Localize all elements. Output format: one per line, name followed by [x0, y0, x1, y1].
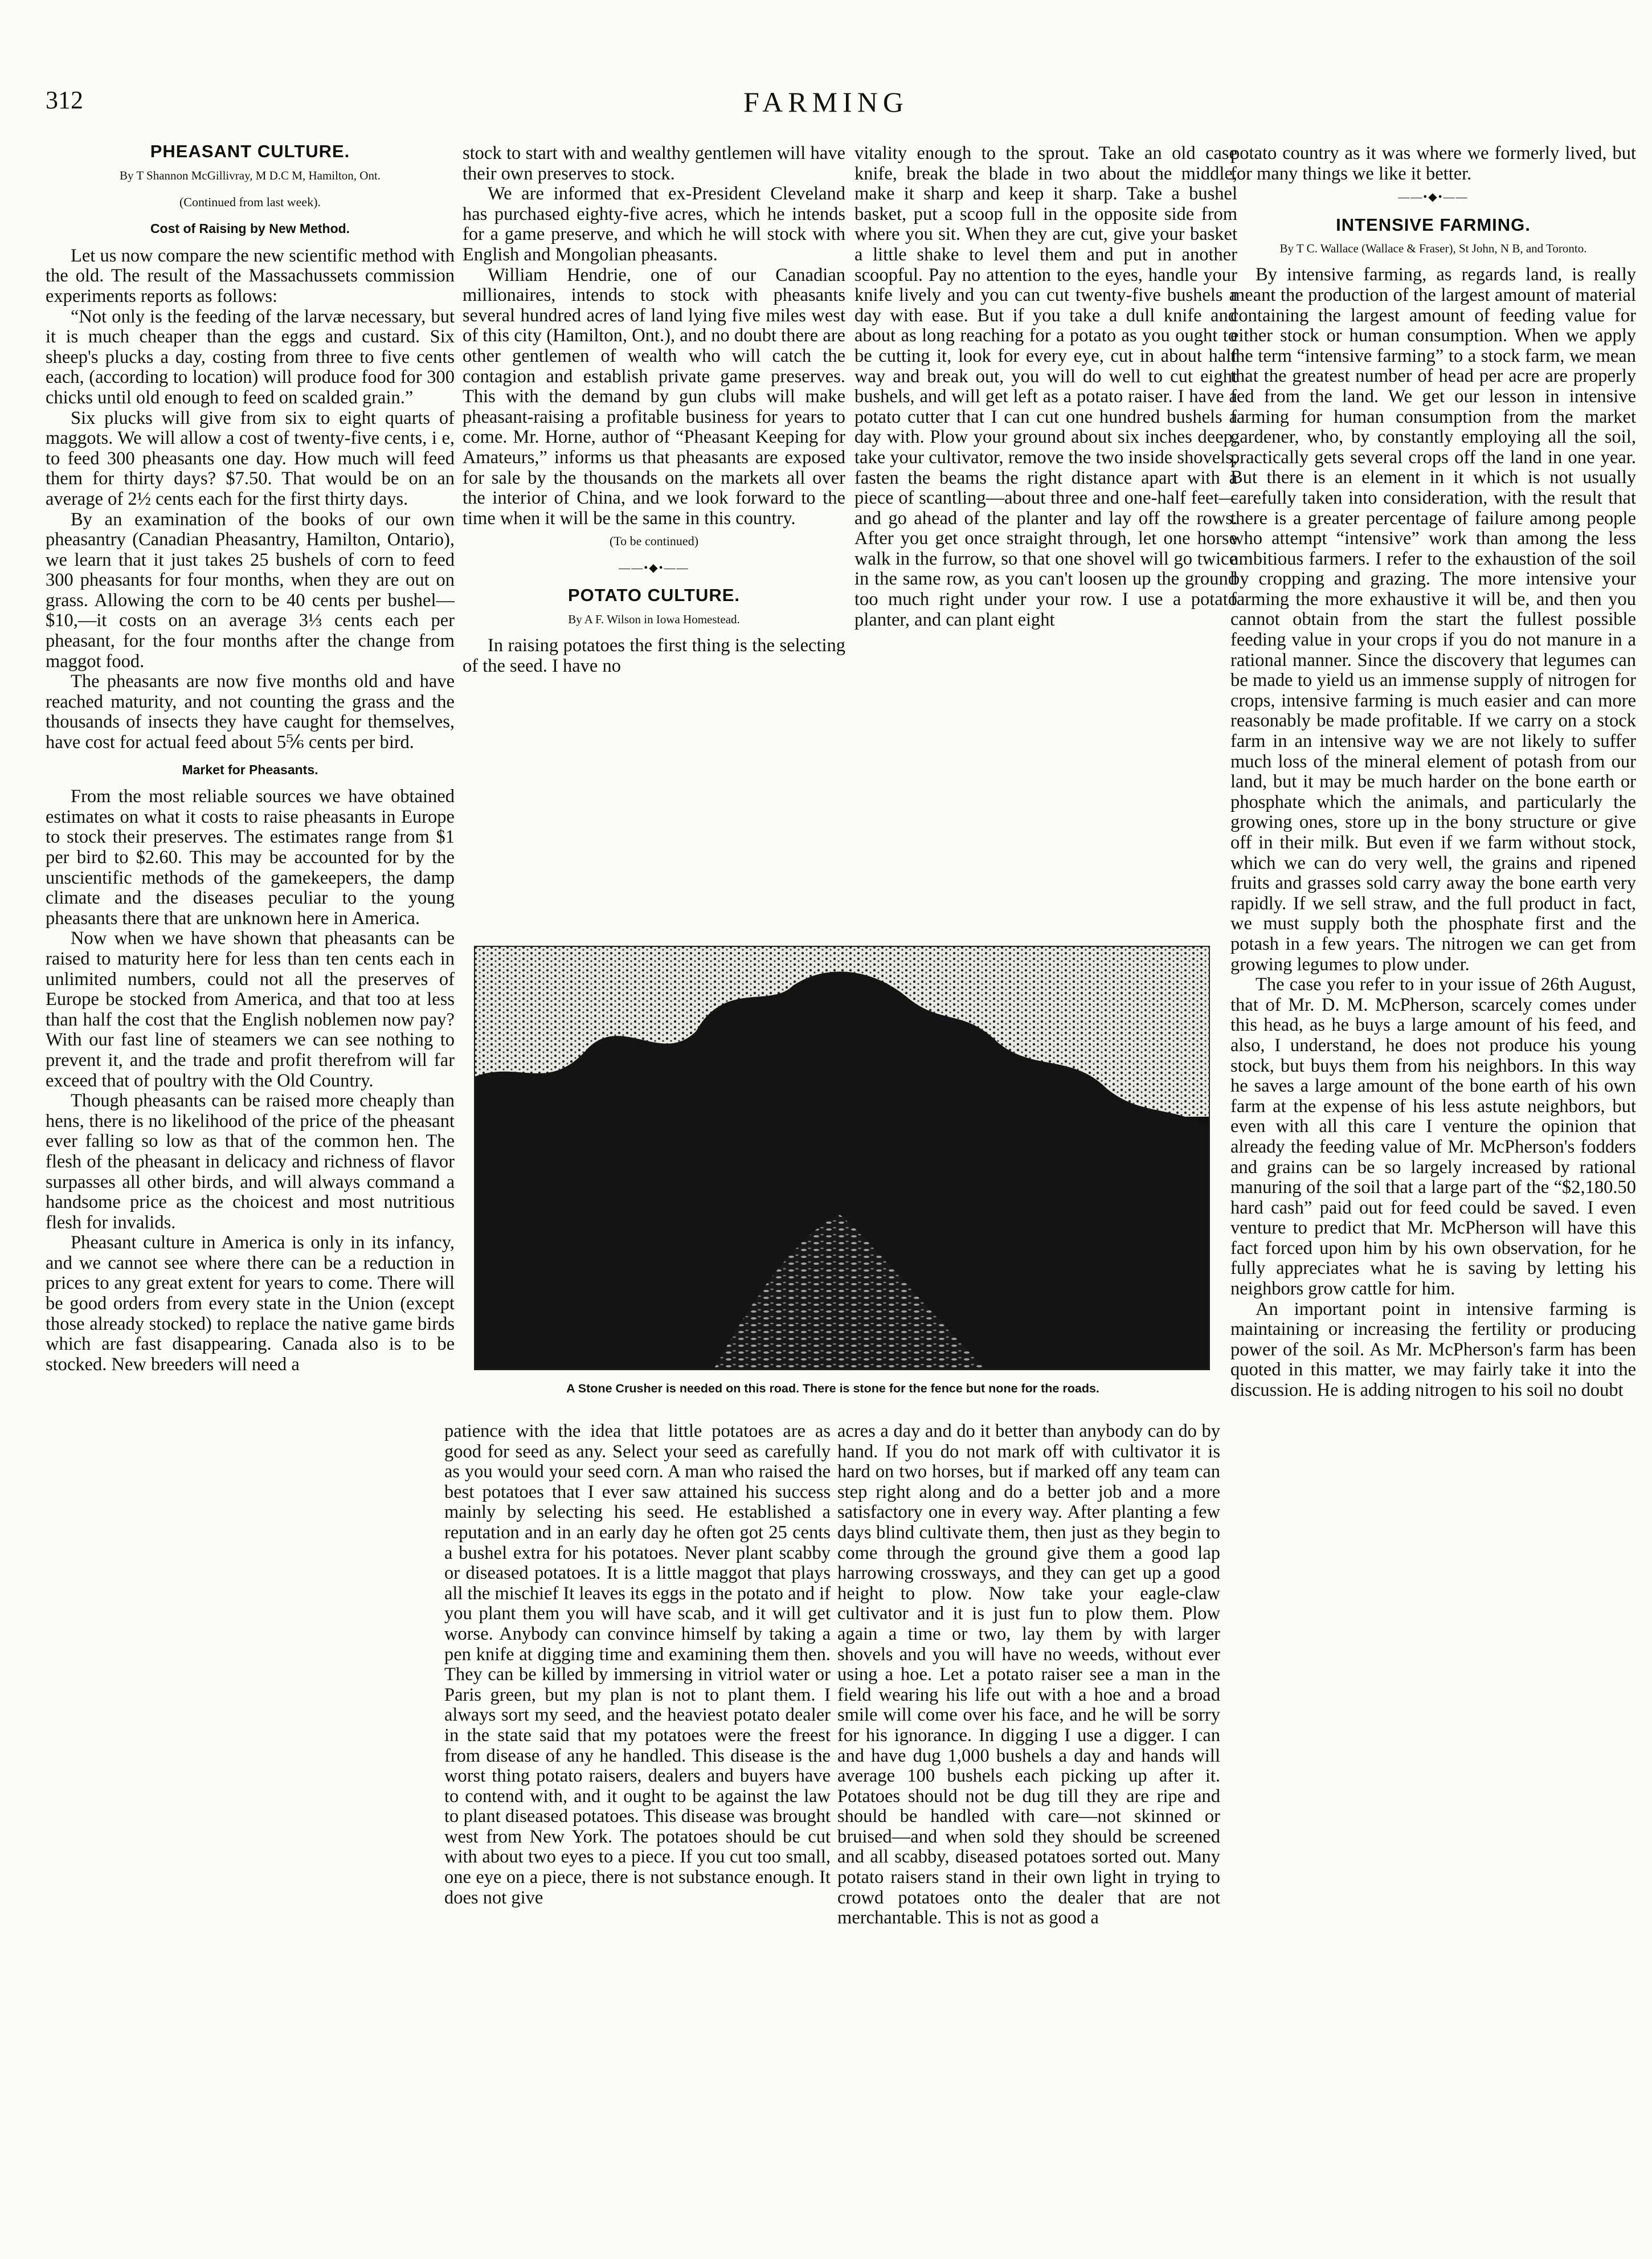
byline: By A F. Wilson in Iowa Homestead. [568, 612, 740, 627]
paragraph: Though pheasants can be raised more cheaply than hens, there is no likelihood of the price of the pheasant ever falling so low as that of the common hen. The flesh of the pheasant in delicacy and richness of flavor surpasses all other birds, and will always command a handsome price as the choicest and most nutritious flesh for invalids. [46, 1090, 455, 1233]
subheading-cost: Cost of Raising by New Method. [150, 221, 350, 236]
photo-caption: A Stone Crusher is needed on this road. There is stone for the fence but none for the roads. [566, 1382, 1099, 1395]
section-divider: ——•◆•—— [1398, 191, 1469, 204]
road-photograph [474, 946, 1210, 1370]
paragraph: An important point in intensive farming is maintaining or increasing the fertility or producing power of the soil. As Mr. McPherson's farm has been quoted in this matter, we may fairly take it into the discussion. He is adding nitrogen to his soil no doubt [1230, 1298, 1636, 1401]
paragraph: potato country as it was where we formerly lived, but for many things we like it better. [1230, 143, 1636, 184]
paragraph: patience with the idea that little potatoes are as good for seed as any. Select your seed as carefully as you would your seed corn. A man who raised the best potatoes that I ever saw attained his success mainly by selecting his seed. He established a reputation and in an early day he often got 25 cents a bushel extra for his potatoes. Never plant scabby or diseased potatoes. It is a little maggot that plays all the mischief It leaves its eggs in the potato and if you plant them you will have scab, and it will get worse. Anybody can convince himself by taking a pen knife at digging time and examining them then. They can be killed by immersing in vitriol water or Paris green, but my plan is not to plant them. I always sort my seed, and the heaviest potato dealer in the state said that my potatoes were the freest from disease of any he handled. This disease is the worst thing potato raisers, dealers and buyers have to contend with, and it ought to be against the law to plant diseased potatoes. This disease was brought west from New York. The potatoes should be cut with about two eyes to a piece. If you cut too small, one eye on a piece, there is not substance enough. It does not give [444, 1421, 831, 1908]
column-1 [46, 141, 455, 1375]
column-4 [1230, 144, 1636, 1401]
paragraph: The pheasants are now five months old and have reached maturity, and not counting the grass and the thousands of insects they have caught for themselves, have cost for actual feed about 5⅚ cents per bird. [46, 671, 455, 753]
page-number: 312 [46, 86, 83, 114]
paragraph: The case you refer to in your issue of 26th August, that of Mr. D. M. McPherson, scarcely comes under this head, as he buys a large amount of his feed, and also, I understand, he does not produce his young stock, but buys them from his neighbors. In this way he saves a large amount of the bone earth of his own farm at the expense of his less astute neighbors, but even with all this care I venture the opinion that already the feeding value of Mr. McPherson's fodders and grains can be so largely increased by rational manuring of the soil that a large part of the “$2,180.50 hard cash” paid out for feed could be saved. I even venture to predict that Mr. McPherson will have this fact forced upon him by his own observation, for he fully appreciates what he is saving by letting his neighbors grow cattle for him. [1230, 974, 1636, 1300]
running-head: FARMING [743, 86, 909, 118]
article-title-potato: POTATO CULTURE. [567, 585, 741, 606]
paragraph: Six plucks will give from six to eight quarts of maggots. We will allow a cost of twenty-five cents, i e, to feed 300 pheasants one day. How much will feed them for thirty days? $7.50. That would be on an average of 2½ cents each for the first thirty days. [46, 407, 455, 509]
paragraph: Pheasant culture in America is only in its infancy, and we cannot see where there can be a reduction in prices to any great extent for years to come. There will be good orders from every state in the Union (except those already stocked) to replace the native game birds which are fast disappearing. Canada also is to be stocked. New breeders will need a [46, 1232, 455, 1375]
paragraph: William Hendrie, one of our Canadian millionaires, intends to stock with pheasants several hundred acres of land lying five miles west of this city (Hamilton, Ont.), and no doubt there are other gentlemen of wealth who will catch the contagion and establish private game preserves. This with the demand by gun clubs will make pheasant-raising a profitable business for years to come. Mr. Horne, author of “Pheasant Keeping for Amateurs,” informs us that pheasants are exposed for sale by the thousands on the markets all over the interior of China, and we look forward to the time when it will be the same in this country. [463, 264, 845, 529]
byline: By T C. Wallace (Wallace & Fraser), St John, N B, and Toronto. [1279, 242, 1587, 256]
continued-note: (Continued from last week). [179, 194, 321, 209]
paragraph: acres a day and do it better than anybody can do by hand. If you do not mark off with cultivator it is hard on two horses, but if marked off any team can step right along and do a better job and a more satisfactory one in every way. After planting a few days blind cultivate them, then just as they begin to come through the ground give them a good lap harrowing crossways, and they can get up a good height to plow. Now take your eagle-claw cultivator and it is just fun to plow them. Plow again a time or two, lay them by with larger shovels and you will have no weeds, without ever using a hoe. Let a potato raiser see a man in the field wearing his life out with a hoe and a broad smile will come over his face, and he will be sorry for his ignorance. In digging I use a digger. I can and have dug 1,000 bushels a day and hands will average 100 bushels each picking up after it. Potatoes should not be dug till they are ripe and should be handled with care—not skinned or bruised—and when sold they should be screened and all scabby, diseased potatoes sorted out. Many potato raisers stand in their own light in trying to crowd potatoes onto the dealer that are not merchantable. This is not as good a [837, 1421, 1220, 1929]
paragraph: We are informed that ex-President Cleveland has purchased eighty-five acres, which he intends for a game preserve, and which he will stock with English and Mongolian pheasants. [463, 183, 845, 265]
paragraph: “Not only is the feeding of the larvæ necessary, but it is much cheaper than the eggs and custard. Six sheep's plucks a day, costing from three to five cents each, (according to location) will produce food for 300 chicks until old enough to feed on scalded grain.” [46, 306, 455, 408]
article-title-intensive: INTENSIVE FARMING. [1336, 214, 1531, 235]
subheading-market: Market for Pheasants. [182, 762, 318, 777]
road-scene-image [474, 946, 1210, 1370]
paragraph: By intensive farming, as regards land, is really meant the production of the largest amount of material containing the largest amount of feeding value for either stock or human consumption. When we apply the term “intensive farming” to a stock farm, we mean that the greatest number of head per acre are properly fed from the land. We get our lesson in intensive farming for human consumption from the market gardener, who, by constantly employing all the soil, practically gets several crops off the land in one year. But there is an element in it which is not usually carefully taken into consideration, with the result that there is a greater percentage of failure among people who attempt “intensive” work than among the less ambitious farmers. I refer to the exhaustion of the soil by cropping and grazing. The more intensive your farming the more exhaustive it will be, and then you cannot obtain from the start the fullest possible feeding value in your crops if you do not manure in a rational manner. Since the discovery that legumes can be made to yield us an immense supply of nitrogen for crops, intensive farming is much easier and can more reasonably be made profitable. If we carry on a stock farm in an intensive way we are not likely to suffer much loss of the mineral element of potash from our land, but it may be much harder on the bone earth or phosphate which the animals, and particularly the growing ones, store up in the bony structure or give off in their milk. But even if we farm without stock, which we can do very well, the grains and ripened fruits and grasses sold carry away the bone earth very rapidly. If we sell straw, and the full product in fact, we must supply both the phosphate first and the potash in a few years. The nitrogen we can get from growing legumes to plow under. [1230, 264, 1636, 975]
column-2-top [463, 144, 845, 676]
column-3-top [854, 144, 1237, 630]
paragraph: Let us now compare the new scientific method with the old. The result of the Massachussets commission experiments reports as follows: [46, 245, 455, 307]
article-title-pheasant: PHEASANT CULTURE. [150, 141, 350, 161]
paragraph: From the most reliable sources we have obtained estimates on what it costs to raise pheasants in Europe to stock their preserves. The estimates range from $1 per bird to $2.60. This may be accounted for by the unscientific methods of the gamekeepers, the damp climate and the diseases peculiar to the young pheasants there that are unknown here in America. [46, 786, 455, 929]
paragraph: stock to start with and wealthy gentlemen will have their own preserves to stock. [463, 143, 845, 184]
page-header [46, 85, 1606, 125]
paragraph: Now when we have shown that pheasants can be raised to maturity here for less than ten cents each in unlimited numbers, could not all the preserves of Europe be stocked from America, and that too at less than half the cost that the English noblemen now pay? With our fast line of steamers we can see nothing to prevent it, and the trade and profit therefrom will far exceed that of poultry with the Old Country. [46, 928, 455, 1091]
continued-note: (To be continued) [609, 534, 699, 549]
column-2-bottom [444, 1421, 831, 1908]
paragraph: In raising potatoes the first thing is the selecting of the seed. I have no [463, 635, 845, 676]
section-divider: ——•◆•—— [619, 561, 689, 574]
paragraph: vitality enough to the sprout. Take an old case knife, break the blade in two about the middle, make it sharp and keep it sharp. Take a bushel basket, put a scoop full in the opposite side from where you sit. When they are cut, give your basket a little shake to level them and put in another scoopful. Pay no attention to the eyes, handle your knife lively and you can cut twenty-five bushels a day with ease. But if you take a dull knife and about as long reaching for a potato as you ought to be cutting it, look for every eye, cut in about half way and break out, you will do well to cut eight bushels, and will get left as a potato raiser. I have a potato cutter that I can cut one hundred bushels a day with. Plow your ground about six inches deep, take your cultivator, remove the two inside shovels, fasten the beams the right distance apart with a piece of scantling—about three and one-half feet—and go ahead of the planter and lay off the rows. After you get once straight through, let one horse walk in the furrow, so that one shovel will go twice in the same row, as you can't loosen up the ground too much right under your row. I use a potato planter, and can plant eight [854, 143, 1237, 630]
byline: By T Shannon McGillivray, M D.C M, Hamilton, Ont. [119, 168, 381, 182]
column-3-bottom [837, 1421, 1220, 1929]
paragraph: By an examination of the books of our own pheasantry (Canadian Pheasantry, Hamilton, Ontario), we learn that it just takes 25 bushels of corn to feed 300 pheasants for four months, when they are out on grass. Allowing the corn to be 40 cents per bushel—$10,—it costs on an average 3⅓ cents each per pheasant, for the four months after the change from maggot food. [46, 509, 455, 672]
